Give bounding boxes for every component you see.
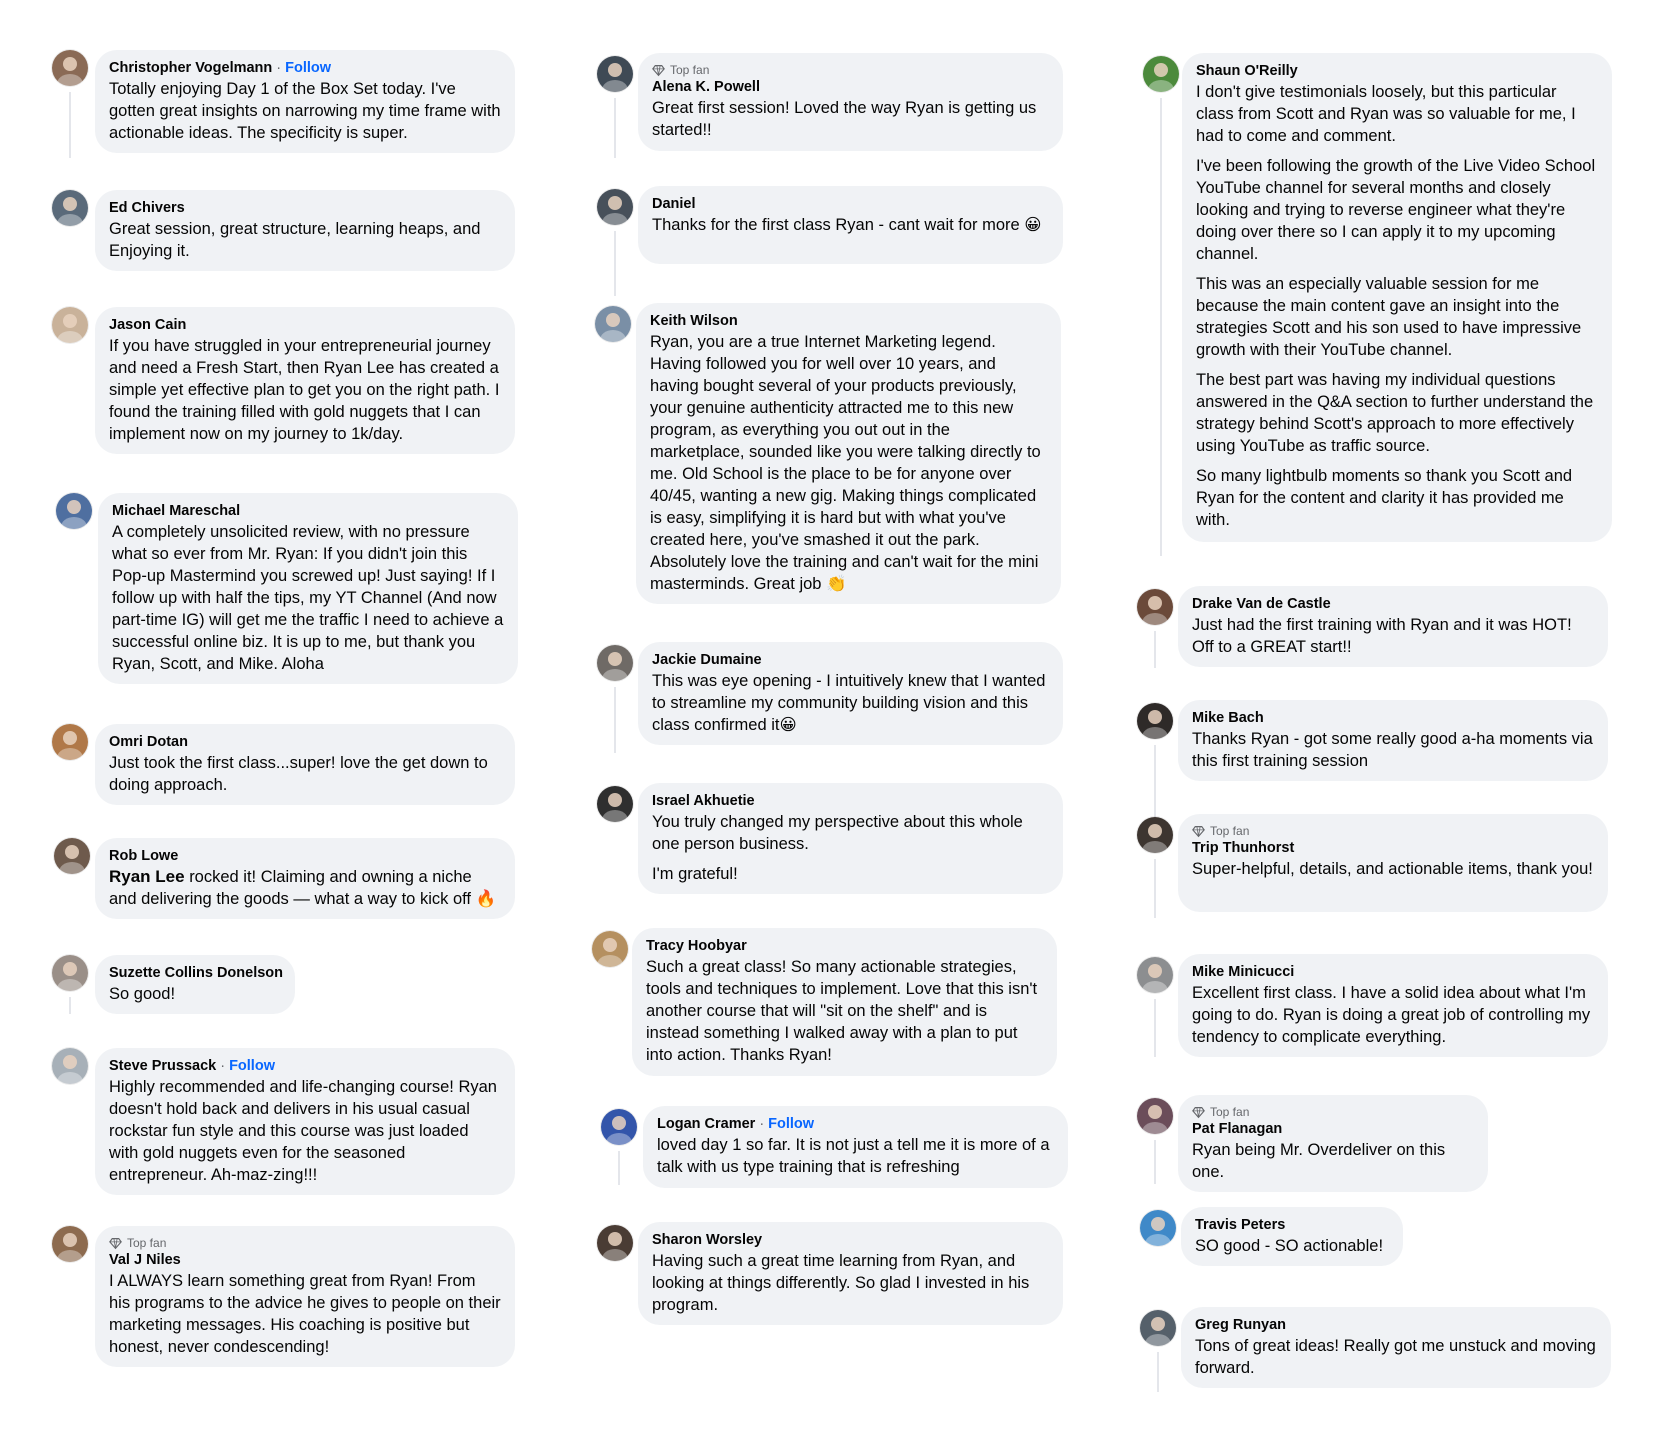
- comment-text: [1196, 81, 1598, 147]
- comment-text-content: Just had the first training with Ryan and it was HOT! Off to a GREAT start!!: [1192, 616, 1572, 656]
- comment-header: [109, 1057, 501, 1076]
- comment-text: [652, 670, 1049, 736]
- author-name-link[interactable]: Michael Mareschal: [112, 503, 241, 519]
- comment-bubble: [638, 53, 1063, 151]
- separator: ·: [276, 60, 282, 76]
- comment-text-content: Tons of great ideas! Really got me unstuck and moving forward.: [1195, 1337, 1596, 1377]
- top-fan-label: Top fan: [1210, 824, 1250, 838]
- reply-thread-line: [1154, 1140, 1156, 1184]
- comment-bubble: [95, 838, 515, 919]
- comment-header: [112, 502, 504, 521]
- mention-link[interactable]: Ryan Lee: [109, 867, 185, 886]
- comment-text: [109, 983, 281, 1005]
- commenter-avatar[interactable]: [1137, 703, 1173, 739]
- top-fan-badge: [109, 1235, 501, 1251]
- comment-text-content: rocked it! Claiming and owning a niche and delivering the goods — what a way to kick off 🔥: [109, 868, 497, 908]
- comment-text: [650, 331, 1047, 595]
- comment-header: [646, 937, 1043, 956]
- commenter-avatar[interactable]: [1140, 1310, 1176, 1346]
- comment-text: [1196, 155, 1598, 265]
- comment-text: [109, 1270, 501, 1358]
- comment-bubble: [1178, 586, 1608, 667]
- comment-header: [109, 1251, 501, 1270]
- comment-text-content: I ALWAYS learn something great from Ryan! From his programs to the advice he gives to people on their marketing messages. His coaching is positive but honest, never condescending!: [109, 1272, 501, 1356]
- comment-header: [1196, 62, 1598, 81]
- reply-thread-line: [1154, 999, 1156, 1057]
- author-name-link[interactable]: Pat Flanagan: [1192, 1121, 1283, 1137]
- comment-text-content: A completely unsolicited review, with no pressure what so ever from Mr. Ryan: If you didn't join this Pop-up Mastermind you screwed up! Just saying! If I follow up with half the tips, my YT Channel (And now part-time IG) will get me the traffic I need to achieve a successful online biz. It is up to me, but thank you Ryan, Scott, and Mike. Aloha: [112, 523, 504, 673]
- comment-text-content: Ryan being Mr. Overdeliver on this one.: [1192, 1141, 1446, 1181]
- comment-text-content: I'm grateful!: [652, 865, 738, 883]
- author-name-link[interactable]: Val J Niles: [109, 1252, 181, 1268]
- top-fan-badge: [1192, 823, 1594, 839]
- commenter-avatar[interactable]: [597, 645, 633, 681]
- top-fan-badge: [1192, 1104, 1474, 1120]
- author-name-link[interactable]: Christopher Vogelmann: [109, 60, 273, 76]
- author-name-link[interactable]: Suzette Collins Donelson: [109, 965, 284, 981]
- commenter-avatar[interactable]: [597, 1225, 633, 1261]
- follow-button[interactable]: Follow: [768, 1116, 815, 1132]
- comment-header: [652, 1231, 1049, 1250]
- author-name-link[interactable]: Steve Prussack: [109, 1058, 217, 1074]
- comment-bubble: [95, 1048, 515, 1195]
- author-name-link[interactable]: Rob Lowe: [109, 848, 179, 864]
- diamond-icon: [652, 64, 665, 77]
- separator: ·: [759, 1116, 765, 1132]
- comment-header: [652, 78, 1049, 97]
- commenter-avatar[interactable]: [592, 931, 628, 967]
- comment-text-content: Excellent first class. I have a solid idea about what I'm going to do. Ryan is doing a great job of controlling my tendency to complicate everything.: [1192, 984, 1591, 1046]
- comment-text-content: I've been following the growth of the Live Video School YouTube channel for several months and closely looking and trying to reverse engineer what they're doing over there so I can apply it to my upcoming channel.: [1196, 157, 1596, 263]
- comment-header: [109, 316, 501, 335]
- comment-text: [652, 97, 1049, 141]
- comment-bubble: [98, 493, 518, 684]
- separator: ·: [220, 1058, 226, 1074]
- comment-bubble: [95, 50, 515, 153]
- commenter-avatar[interactable]: [1137, 957, 1173, 993]
- comment-text-content: Great first session! Loved the way Ryan is getting us started!!: [652, 99, 1037, 139]
- comment-bubble: [1181, 1307, 1611, 1388]
- comment-bubble: [1182, 53, 1612, 542]
- author-name-link[interactable]: Mike Minicucci: [1192, 964, 1295, 980]
- comment-text: [652, 1250, 1049, 1316]
- commenter-avatar[interactable]: [52, 50, 88, 86]
- comment-bubble: [643, 1106, 1068, 1188]
- comment-header: [1192, 1120, 1474, 1139]
- comment-bubble: [638, 783, 1063, 894]
- comment-header: [109, 199, 501, 218]
- comment-bubble: [1178, 1095, 1488, 1192]
- follow-button[interactable]: Follow: [285, 60, 332, 76]
- comment-header: [1192, 839, 1594, 858]
- author-name-link[interactable]: Mike Bach: [1192, 710, 1264, 726]
- comment-text: [109, 218, 501, 262]
- author-name-link[interactable]: Israel Akhuetie: [652, 793, 755, 809]
- reply-thread-line: [614, 687, 616, 753]
- commenter-avatar[interactable]: [601, 1109, 637, 1145]
- comment-text-content: SO good - SO actionable!: [1195, 1237, 1384, 1255]
- comment-header: [109, 847, 501, 866]
- comment-bubble: [632, 928, 1057, 1076]
- comment-header: [657, 1115, 1054, 1134]
- comment-text-content: loved day 1 so far. It is not just a tell me it is more of a talk with us type training that is refreshing: [657, 1136, 1050, 1176]
- comment-header: [1195, 1316, 1597, 1335]
- comment-text-content: You truly changed my perspective about this whole one person business.: [652, 813, 1023, 853]
- commenter-avatar[interactable]: [597, 189, 633, 225]
- comment-text: [109, 78, 501, 144]
- comment-bubble: [638, 642, 1063, 745]
- commenter-avatar[interactable]: [1143, 56, 1179, 92]
- commenter-avatar[interactable]: [597, 56, 633, 92]
- comment-text-content: Great session, great structure, learning heaps, and Enjoying it.: [109, 220, 481, 260]
- reply-thread-line: [69, 997, 71, 1014]
- comment-text: [1196, 465, 1598, 531]
- reply-thread-line: [1154, 745, 1156, 818]
- commenter-avatar[interactable]: [1137, 817, 1173, 853]
- comment-header: [1195, 1216, 1389, 1235]
- comment-header: [109, 964, 284, 983]
- commenter-avatar[interactable]: [52, 1226, 88, 1262]
- comment-bubble: [95, 307, 515, 454]
- comment-text: [1195, 1235, 1389, 1257]
- comment-text-content: Highly recommended and life-changing course! Ryan doesn't hold back and delivers in his usual casual rockstar fun style and this course was just loaded with gold nuggets even for the seasoned entrepreneur. Ah-maz-zing!!!: [109, 1078, 497, 1184]
- author-name-link[interactable]: Trip Thunhorst: [1192, 840, 1295, 856]
- author-name-link[interactable]: Omri Dotan: [109, 734, 188, 750]
- comment-text: [1192, 858, 1594, 880]
- comment-header: [1192, 595, 1594, 614]
- comment-text-content: Such a great class! So many actionable strategies, tools and techniques to implement. Love that this isn't another course that will "sit on the shelf" and is instead something I walked away with a plan to put into action. Thanks Ryan!: [646, 958, 1038, 1064]
- commenter-avatar[interactable]: [1140, 1210, 1176, 1246]
- comment-bubble: [636, 303, 1061, 604]
- comment-text-content: This was eye opening - I intuitively knew that I wanted to streamline my community building vision and this class confirmed it😀: [652, 672, 1046, 734]
- comment-header: [650, 312, 1047, 331]
- comment-bubble: [638, 1222, 1063, 1325]
- comment-text-content: Ryan, you are a true Internet Marketing legend. Having followed you for well over 10 years, and having bought several of your products previously, your genuine authenticity attracted me to this new program, as everything you out out in the marketplace, sounded like you were talking directly to me. Old School is the place to be for anyone over 40/45, wanting a new gig. Making things complicated is easy, simplifying it is hard but with what you've created here, you've smashed it out the park. Absolutely love the training and can't wait for the mini masterminds. Great job 👏: [650, 333, 1041, 593]
- comment-text-content: So many lightbulb moments so thank you Scott and Ryan for the content and clarity it has provided me with.: [1196, 467, 1573, 529]
- comment-text: [1192, 982, 1594, 1048]
- comment-bubble: [95, 955, 295, 1014]
- comment-text-content: The best part was having my individual questions answered in the Q&A section to further understand the strategy behind Scott's approach to more effectively using YouTube as traffic source.: [1196, 371, 1594, 455]
- comment-text: [109, 335, 501, 445]
- reply-thread-line: [614, 98, 616, 158]
- comment-text-content: Thanks Ryan - got some really good a-ha moments via this first training session: [1192, 730, 1593, 770]
- commenter-avatar[interactable]: [52, 307, 88, 343]
- author-name-link[interactable]: Tracy Hoobyar: [646, 938, 747, 954]
- comment-text: [109, 866, 501, 910]
- top-fan-badge: [652, 62, 1049, 78]
- comment-text-content: Having such a great time learning from Ryan, and looking at things differently. So glad I invested in his program.: [652, 1252, 1030, 1314]
- reply-thread-line: [69, 92, 71, 158]
- comment-text-content: This was an especially valuable session for me because the main content gave an insight into the strategies Scott and his son used to have impressive growth with their YouTube channel.: [1196, 275, 1582, 359]
- comment-text-content: If you have struggled in your entrepreneurial journey and need a Fresh Start, then Ryan Lee has created a simple yet effective plan to get you on the right path. I found the training filled with gold nuggets that I can implement now on my journey to 1k/day.: [109, 337, 500, 443]
- top-fan-label: Top fan: [127, 1236, 167, 1250]
- comment-text: [652, 811, 1049, 855]
- reply-thread-line: [618, 1151, 620, 1185]
- author-name-link[interactable]: Keith Wilson: [650, 313, 738, 329]
- author-name-link[interactable]: Drake Van de Castle: [1192, 596, 1331, 612]
- top-fan-label: Top fan: [1210, 1105, 1250, 1119]
- commenter-avatar[interactable]: [1137, 1098, 1173, 1134]
- comment-text-content: I don't give testimonials loosely, but this particular class from Scott and Ryan was so valuable for me, I had to come and comment.: [1196, 83, 1576, 145]
- author-name-link[interactable]: Travis Peters: [1195, 1217, 1286, 1233]
- comment-header: [652, 195, 1049, 214]
- commenter-avatar[interactable]: [595, 306, 631, 342]
- diamond-icon: [1192, 825, 1205, 838]
- comment-text: [1192, 1139, 1474, 1183]
- comment-text: [1195, 1335, 1597, 1379]
- comment-bubble: [1178, 814, 1608, 912]
- commenter-avatar[interactable]: [597, 786, 633, 822]
- comment-text: [1196, 369, 1598, 457]
- commenter-avatar[interactable]: [52, 1048, 88, 1084]
- comment-text-content: So good!: [109, 985, 176, 1003]
- author-name-link[interactable]: Logan Cramer: [657, 1116, 756, 1132]
- comment-header: [1192, 963, 1594, 982]
- comment-bubble: [95, 190, 515, 271]
- comment-text: [109, 752, 501, 796]
- comment-text: [1192, 728, 1594, 772]
- reply-thread-line: [614, 231, 616, 296]
- commenter-avatar[interactable]: [56, 493, 92, 529]
- author-name-link[interactable]: Sharon Worsley: [652, 1232, 763, 1248]
- commenter-avatar[interactable]: [52, 724, 88, 760]
- comment-text-content: Super-helpful, details, and actionable items, thank you!: [1192, 860, 1593, 878]
- comment-bubble: [95, 1226, 515, 1367]
- diamond-icon: [109, 1237, 122, 1250]
- comment-bubble: [1178, 700, 1608, 781]
- comment-header: [1192, 709, 1594, 728]
- author-name-link[interactable]: Greg Runyan: [1195, 1317, 1287, 1333]
- comment-header: [652, 651, 1049, 670]
- comment-text-content: Just took the first class...super! love the get down to doing approach.: [109, 754, 488, 794]
- comment-bubble: [1181, 1207, 1403, 1266]
- reply-thread-line: [1157, 1352, 1159, 1392]
- follow-button[interactable]: Follow: [229, 1058, 275, 1074]
- commenter-avatar[interactable]: [52, 955, 88, 991]
- comment-text: [657, 1134, 1054, 1178]
- author-name-link[interactable]: Shaun O'Reilly: [1196, 63, 1298, 79]
- comment-header: [652, 792, 1049, 811]
- reply-thread-line: [1154, 631, 1156, 668]
- comment-text: [646, 956, 1043, 1066]
- comment-text: [652, 214, 1049, 236]
- comment-text-content: Thanks for the first class Ryan - cant wait for more 😀: [652, 216, 1042, 234]
- comment-text: [112, 521, 504, 675]
- commenter-avatar[interactable]: [1137, 589, 1173, 625]
- author-name-link[interactable]: Alena K. Powell: [652, 79, 760, 95]
- reply-thread-line: [1154, 859, 1156, 918]
- diamond-icon: [1192, 1106, 1205, 1119]
- reply-thread-line: [1160, 98, 1162, 556]
- commenter-avatar[interactable]: [54, 838, 90, 874]
- author-name-link[interactable]: Jackie Dumaine: [652, 652, 762, 668]
- comment-text: [652, 863, 1049, 885]
- comment-bubble: [95, 724, 515, 805]
- top-fan-label: Top fan: [670, 63, 710, 77]
- author-name-link[interactable]: Jason Cain: [109, 317, 187, 333]
- comment-bubble: [1178, 954, 1608, 1057]
- comment-header: [109, 733, 501, 752]
- comment-text-content: Totally enjoying Day 1 of the Box Set today. I've gotten great insights on narrowing my time frame with actionable ideas. The specificity is super.: [109, 80, 501, 142]
- comment-text: [109, 1076, 501, 1186]
- commenter-avatar[interactable]: [52, 190, 88, 226]
- comment-header: [109, 59, 501, 78]
- comment-text: [1196, 273, 1598, 361]
- author-name-link[interactable]: Ed Chivers: [109, 200, 185, 216]
- comment-bubble: [638, 186, 1063, 264]
- comment-text: [1192, 614, 1594, 658]
- author-name-link[interactable]: Daniel: [652, 196, 696, 212]
